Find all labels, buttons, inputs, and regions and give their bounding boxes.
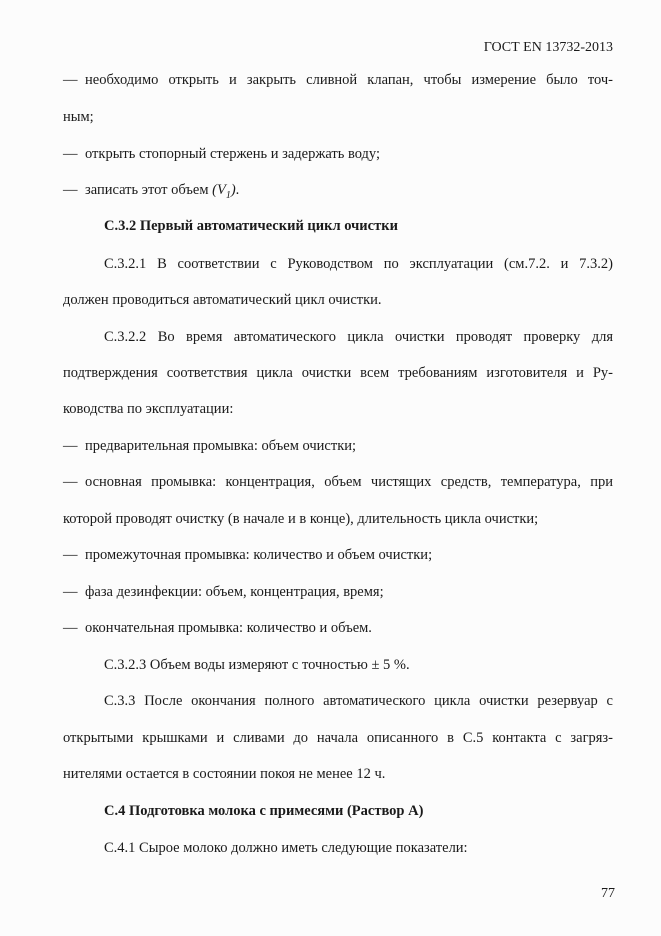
- section-heading-c32: С.3.2 Первый автоматический цикл очистки: [104, 218, 398, 234]
- paragraph-c33-cont: нителями остается в состоянии покоя не менее 12 ч.: [63, 766, 386, 782]
- paragraph-c322: С.3.2.2 Во время автоматического цикла очистки проводят проверку для: [104, 329, 613, 345]
- list-item: — открыть стопорный стержень и задержать воду;: [63, 146, 381, 162]
- list-item: — необходимо открыть и закрыть сливной клапан, чтобы измерение было точ-: [63, 72, 613, 88]
- dash-bullet: —: [63, 474, 78, 490]
- list-item: — основная промывка: концентрация, объем чистящих средств, температура, при: [63, 474, 613, 490]
- dash-bullet: —: [63, 182, 78, 198]
- paragraph-c322-cont: подтверждения соответствия цикла очистки всем требованиям изготовителя и Ру-: [63, 365, 613, 381]
- list-item: — промежуточная промывка: количество и объем очистки;: [63, 547, 433, 563]
- paragraph-c33: С.3.3 После окончания полного автоматического цикла очистки резервуар с: [104, 693, 613, 709]
- dash-bullet: —: [63, 146, 78, 162]
- paragraph-c41: С.4.1 Сырое молоко должно иметь следующие показатели:: [104, 840, 468, 856]
- dash-bullet: —: [63, 72, 78, 88]
- list-item: — записать этот объем $(V_1)$.: [63, 182, 240, 201]
- list-item: — фаза дезинфекции: объем, концентрация, время;: [63, 584, 384, 600]
- list-item-continuation: ным;: [63, 109, 94, 125]
- paragraph-c322-cont: ководства по эксплуатации:: [63, 401, 234, 417]
- list-item: — окончательная промывка: количество и объем.: [63, 620, 372, 636]
- paragraph-c321-cont: должен проводиться автоматический цикл очистки.: [63, 292, 382, 308]
- section-heading-c4: С.4 Подготовка молока с примесями (Раствор А): [104, 803, 424, 819]
- list-item: — предварительная промывка: объем очистки;: [63, 438, 357, 454]
- variable-v1: $(V_1)$: [212, 182, 236, 201]
- dash-bullet: —: [63, 438, 78, 454]
- paragraph-c33-cont: открытыми крышками и сливами до начала описанного в С.5 контакта с загряз-: [63, 730, 613, 746]
- dash-bullet: —: [63, 584, 78, 600]
- page-number: 77: [601, 886, 615, 901]
- dash-bullet: —: [63, 620, 78, 636]
- paragraph-c323: С.3.2.3 Объем воды измеряют с точностью ± 5 %.: [104, 657, 410, 673]
- paragraph-c321: С.3.2.1 В соответствии с Руководством по эксплуатации (см.7.2. и 7.3.2): [104, 256, 613, 272]
- document-code-header: ГОСТ EN 13732-2013: [483, 40, 613, 55]
- dash-bullet: —: [63, 547, 78, 563]
- list-item-continuation: которой проводят очистку (в начале и в конце), длительность цикла очистки;: [63, 511, 539, 527]
